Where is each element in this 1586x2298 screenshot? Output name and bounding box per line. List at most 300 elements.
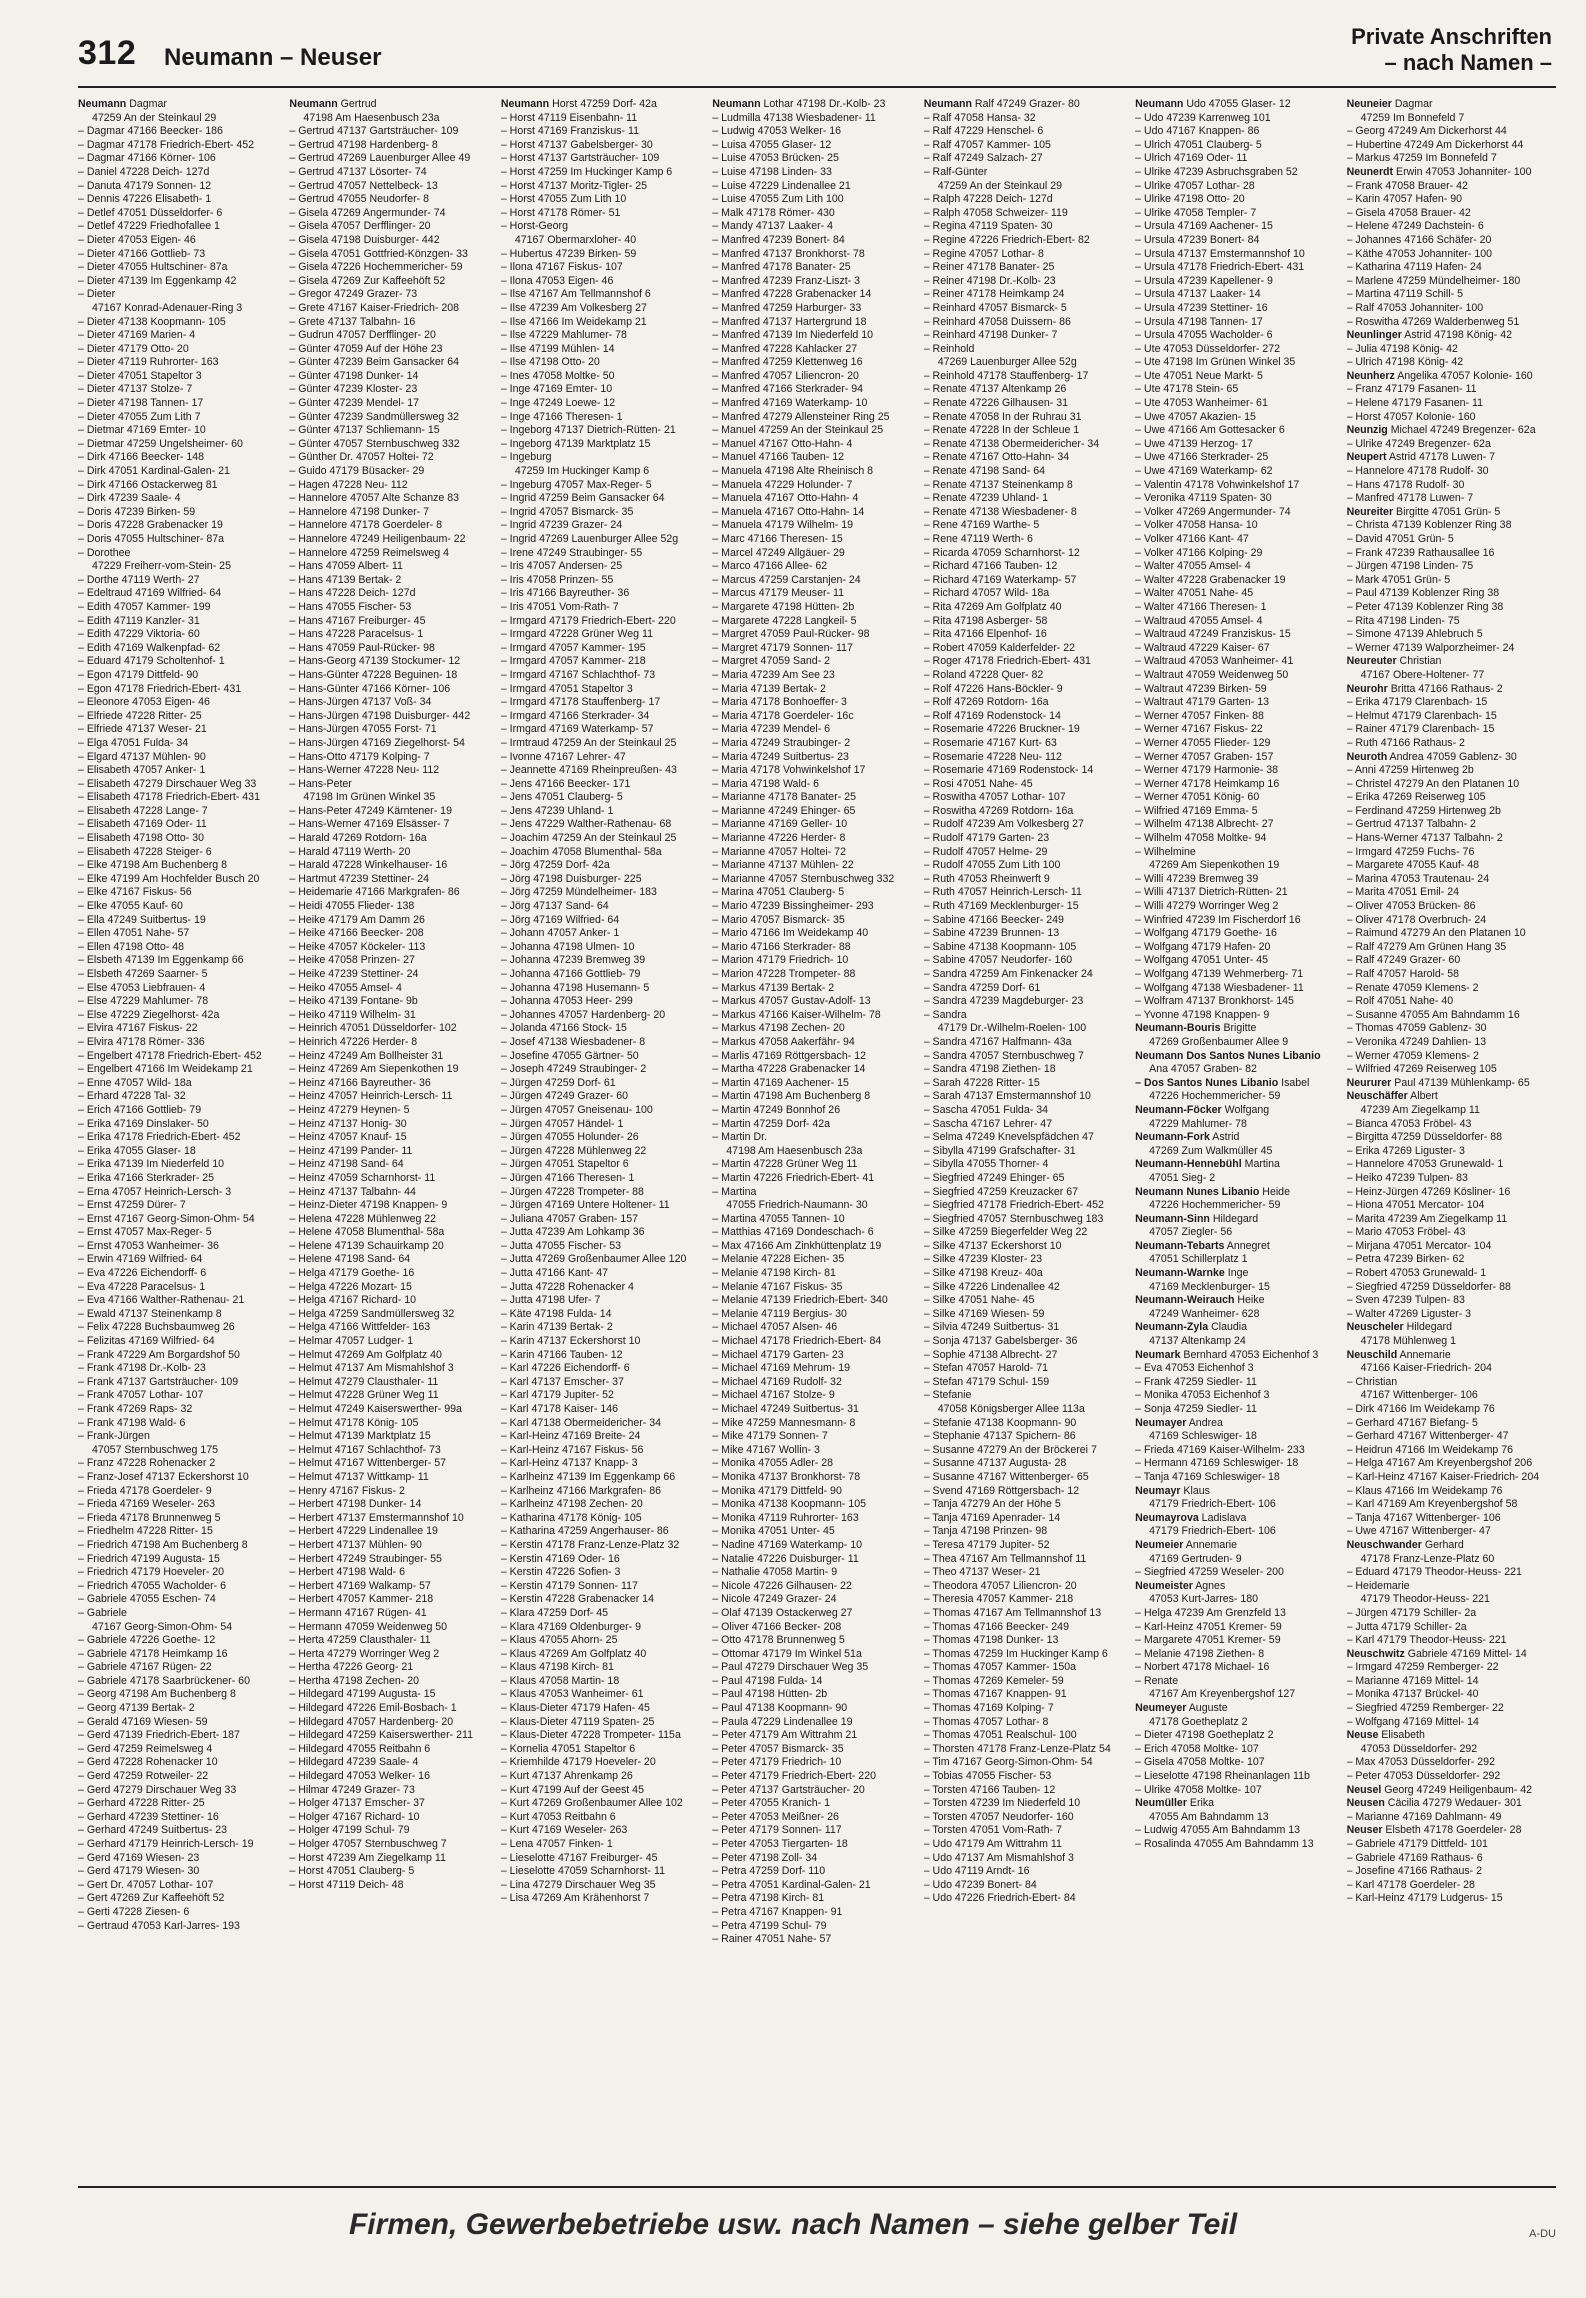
entry-details: Wolfgang <box>1221 1103 1270 1116</box>
entry-details: – Karl 47179 Theodor-Heuss- 221 <box>1346 1634 1507 1647</box>
entry-details: – Sabine 47138 Koopmann- 105 <box>923 940 1077 953</box>
entry-details: – Manfred 47166 Sterkrader- 94 <box>712 383 864 396</box>
entry-details: – Maria 47198 Wald- 6 <box>712 777 820 790</box>
entry-details: – Hans-Jürgen 47198 Duisburger- 442 <box>289 709 471 722</box>
entry-details: – Petra 47167 Knappen- 91 <box>712 1905 843 1918</box>
listing-entry <box>1347 302 1552 316</box>
listing-entry <box>924 248 1129 262</box>
entry-details: 47167 Wittenberger- 106 <box>1360 1389 1478 1402</box>
entry-details: – Renate <box>1135 1674 1179 1687</box>
entry-details: – Stefanie 47138 Koopmann- 90 <box>923 1416 1077 1429</box>
entry-details: – Gerd 47179 Wiesen- 30 <box>78 1865 200 1878</box>
listing-entry <box>289 1226 494 1240</box>
entry-details: – Manfred 47259 Harburger- 33 <box>712 301 862 314</box>
entry-details: – Irmgard 47051 Stapeltor 3 <box>500 682 633 695</box>
listing-entry <box>1135 1240 1340 1254</box>
entry-details: – Nicole 47226 Gilhausen- 22 <box>712 1579 852 1592</box>
entry-details: – Elke 47055 Kauf- 60 <box>78 900 183 913</box>
entry-details: – Mario 47166 Im Weidekamp 40 <box>712 927 869 940</box>
listing-entry <box>78 1539 283 1553</box>
entry-details: – Susanne 47137 Augusta- 28 <box>923 1457 1067 1470</box>
listing-entry <box>1347 139 1552 153</box>
entry-details: – Irmgard 47057 Kammer- 218 <box>500 655 646 668</box>
entry-details: – Rudolf 47179 Garten- 23 <box>923 832 1050 845</box>
entry-details: – Tobias 47055 Fischer- 53 <box>923 1770 1052 1783</box>
entry-details: – Helmut 47178 König- 105 <box>289 1416 419 1429</box>
entry-details: – Julia 47198 König- 42 <box>1346 342 1458 355</box>
entry-details: – Susanne 47055 Am Bahndamm 16 <box>1346 1008 1520 1021</box>
entry-details: – Gerhard 47228 Ritter- 25 <box>78 1797 205 1810</box>
listing-entry <box>924 1729 1129 1743</box>
listing-entry <box>501 683 706 697</box>
entry-details: – Sven 47239 Tulpen- 83 <box>1346 1294 1465 1307</box>
listing-entry <box>289 1553 494 1567</box>
entry-details: – Dietmar 47259 Ungelsheimer- 60 <box>78 437 243 450</box>
entry-details: – Markus 47259 Im Bonnefeld 7 <box>1346 152 1497 165</box>
entry-details: Auguste <box>1186 1702 1228 1715</box>
listing-entry <box>712 451 917 465</box>
entry-details: – Marianne 47169 Geller- 10 <box>712 818 848 831</box>
listing-entry <box>712 506 917 520</box>
listing-entry <box>501 628 706 642</box>
entry-details: – Marlene 47259 Mündelheimer- 180 <box>1346 274 1521 287</box>
entry-details: – Klaus-Dieter 47228 Trompeter- 115a <box>500 1729 681 1742</box>
listing-entry <box>1347 180 1552 194</box>
listing-entry <box>289 1022 494 1036</box>
listing-entry <box>712 1566 917 1580</box>
entry-details: – Horst 47055 Zum Lith 10 <box>500 193 627 206</box>
entry-surname: Neuse <box>1346 1729 1379 1742</box>
listing-entry <box>924 669 1129 683</box>
entry-details: – Peter 47139 Koblenzer Ring 38 <box>1346 600 1504 613</box>
entry-details: – Rita 47269 Am Golfplatz 40 <box>923 600 1062 613</box>
listing-entry <box>1135 1743 1340 1757</box>
listing-entry <box>501 1335 706 1349</box>
listing-entry <box>1135 1308 1340 1322</box>
listing-entry <box>78 506 283 520</box>
listing-entry <box>1347 1634 1552 1648</box>
entry-details: – Hans-Peter <box>289 777 352 790</box>
entry-details: – Thomas 47051 Realschul- 100 <box>923 1729 1077 1742</box>
listing-entry <box>289 1158 494 1172</box>
entry-details: – Olaf 47139 Ostackerweg 27 <box>712 1606 853 1619</box>
listing-entry <box>1347 791 1552 805</box>
listing-entry <box>78 98 283 112</box>
listing-entry <box>924 1553 1129 1567</box>
listing-entry <box>1347 1457 1552 1471</box>
entry-details: – Ursula 47137 Emstermannshof 10 <box>1135 247 1305 260</box>
entry-details: – Waltraud 47229 Kaiser- 67 <box>1135 641 1270 654</box>
listing-entry <box>78 438 283 452</box>
entry-details: – Ernst 47053 Wanheimer- 36 <box>78 1239 219 1252</box>
listing-entry <box>289 1593 494 1607</box>
entry-details: – Dieter <box>78 288 116 301</box>
entry-surname: Neumeister <box>1135 1579 1193 1592</box>
listing-column-5 <box>924 98 1129 2173</box>
entry-details: – Erwin 47169 Wilfried- 64 <box>78 1253 203 1266</box>
entry-details: – Herbert 47057 Kammer- 218 <box>289 1593 434 1606</box>
listing-entry <box>289 1471 494 1485</box>
entry-details: – Heinz 47059 Scharnhorst- 11 <box>289 1171 436 1184</box>
entry-details: – Ralf 47249 Salzach- 27 <box>923 152 1043 165</box>
listing-entry <box>289 1090 494 1104</box>
entry-details: – Ingrid 47239 Grazer- 24 <box>500 519 623 532</box>
entry-details: – Marcus 47259 Carstanjen- 24 <box>712 573 861 586</box>
entry-details: – Ingrid 47057 Bismarck- 35 <box>500 505 634 518</box>
entry-details: – Heiko 47239 Tulpen- 83 <box>1346 1171 1468 1184</box>
entry-details: – Inge 47249 Loewe- 12 <box>500 397 616 410</box>
entry-details: – Ute 47051 Neue Markt- 5 <box>1135 369 1263 382</box>
entry-details: – Dieter 47137 Stolze- 7 <box>78 383 193 396</box>
entry-details: – Rolf 47269 Rotdorn- 16a <box>923 696 1049 709</box>
listing-entry <box>289 1879 494 1893</box>
listing-entry <box>78 941 283 955</box>
listing-entry <box>1135 193 1340 207</box>
entry-details: – Heinrich 47051 Düsseldorfer- 102 <box>289 1022 457 1035</box>
listing-entry <box>289 506 494 520</box>
listing-entry <box>924 1145 1129 1159</box>
listing-entry <box>924 275 1129 289</box>
listing-entry <box>712 1321 917 1335</box>
entry-details: – Helene 47249 Dachstein- 6 <box>1346 220 1484 233</box>
listing-entry <box>289 1036 494 1050</box>
entry-details: – Dieter 47055 Hultschiner- 87a <box>78 261 228 274</box>
listing-entry <box>924 1430 1129 1444</box>
listing-entry <box>712 615 917 629</box>
entry-details: – Holger 47137 Emscher- 37 <box>289 1797 425 1810</box>
entry-details: – Heidemarie 47166 Markgrafen- 86 <box>289 886 460 899</box>
listing-entry <box>712 601 917 615</box>
listing-entry <box>78 560 283 574</box>
listing-entry <box>289 791 494 805</box>
listing-entry <box>501 1865 706 1879</box>
listing-entry <box>1347 1797 1552 1811</box>
entry-details: – Wilhelm 47138 Albrecht- 27 <box>1135 818 1274 831</box>
entry-details: – Sarah 47137 Emstermannshof 10 <box>923 1090 1091 1103</box>
listing-entry <box>1135 1077 1340 1091</box>
entry-details: – Monika 47137 Brückel- 40 <box>1346 1688 1479 1701</box>
entry-details: – Udo 47119 Arndt- 16 <box>923 1865 1030 1878</box>
listing-entry <box>78 125 283 139</box>
entry-details: – Gabriele 47169 Rathaus- 6 <box>1346 1851 1483 1864</box>
entry-details: – Helga 47226 Mozart- 15 <box>289 1280 412 1293</box>
entry-details: Heike <box>1234 1294 1265 1307</box>
listing-entry <box>924 859 1129 873</box>
listing-entry <box>78 519 283 533</box>
listing-entry <box>501 1349 706 1363</box>
entry-details: – Renate 47228 In der Schleue 1 <box>923 424 1080 437</box>
entry-details: – Jutta 47239 Am Lohkamp 36 <box>500 1226 645 1239</box>
entry-details: 47179 Friedrich-Ebert- 106 <box>1149 1525 1276 1538</box>
entry-details: – Helga 47167 Richard- 10 <box>289 1294 417 1307</box>
entry-details: – Ilse 47229 Mahlumer- 78 <box>500 329 627 342</box>
entry-details: – Edith 47119 Kanzler- 31 <box>78 614 200 627</box>
listing-entry <box>1347 1009 1552 1023</box>
entry-details: – Rosemarie 47226 Bruckner- 19 <box>923 723 1080 736</box>
listing-entry <box>78 1702 283 1716</box>
listing-entry <box>924 1118 1129 1132</box>
entry-details: – Elke 47198 Am Buchenberg 8 <box>78 859 228 872</box>
entry-details: – Ute 47053 Düsseldorfer- 272 <box>1135 342 1281 355</box>
listing-entry <box>924 615 1129 629</box>
listing-entry <box>501 438 706 452</box>
listing-entry <box>924 1634 1129 1648</box>
entry-details: – Joachim 47058 Blumenthal- 58a <box>500 845 662 858</box>
listing-entry <box>1347 1471 1552 1485</box>
listing-entry <box>78 995 283 1009</box>
entry-details: – Jens 47229 Walther-Rathenau- 68 <box>500 818 672 831</box>
listing-entry <box>78 547 283 561</box>
entry-details: – Helmut 47167 Wittenberger- 57 <box>289 1457 447 1470</box>
entry-details: – Waltraut 47179 Garten- 13 <box>1135 696 1270 709</box>
entry-details: – Manfred 47239 Franz-Liszt- 3 <box>712 274 861 287</box>
entry-details: – Reinhard 47057 Bismarck- 5 <box>923 301 1067 314</box>
listing-entry <box>501 1580 706 1594</box>
entry-details: – Martina <box>712 1185 757 1198</box>
listing-entry <box>1347 1362 1552 1376</box>
listing-entry <box>289 479 494 493</box>
listing-entry <box>501 1294 706 1308</box>
entry-details: Claudia <box>1208 1321 1248 1334</box>
listing-entry <box>289 1430 494 1444</box>
listing-entry <box>289 343 494 357</box>
listing-entry <box>78 1457 283 1471</box>
listing-entry <box>924 519 1129 533</box>
entry-details: – Luise 47229 Lindenallee 21 <box>712 179 851 192</box>
listing-entry <box>924 424 1129 438</box>
listing-entry <box>501 1539 706 1553</box>
listing-entry <box>924 1403 1129 1417</box>
entry-details: – Gerd 47259 Reimelsweg 4 <box>78 1742 213 1755</box>
entry-details: – Luise 47055 Zum Lith 100 <box>712 193 844 206</box>
entry-details: 47259 An der Steinkaul 29 <box>937 179 1062 192</box>
entry-details: – Roswitha 47269 Rotdorn- 16a <box>923 804 1074 817</box>
entry-details: – Peter 47179 Friedrich- 10 <box>712 1756 842 1769</box>
entry-details: – Siegfried 47259 Remberger- 22 <box>1346 1702 1504 1715</box>
listing-entry <box>78 764 283 778</box>
listing-entry <box>712 1050 917 1064</box>
entry-details: Angelika 47057 Kolonie- 160 <box>1394 369 1533 382</box>
listing-entry <box>712 900 917 914</box>
listing-entry <box>712 1634 917 1648</box>
entry-details: – Friedrich 47199 Augusta- 15 <box>78 1552 220 1565</box>
entry-details: 47269 Lauenburger Allee 52g <box>937 356 1077 369</box>
entry-details: – Willi 47279 Worringer Weg 2 <box>1135 900 1279 913</box>
listing-entry <box>924 846 1129 860</box>
entry-details: – Werner 47179 Harmonie- 38 <box>1135 764 1279 777</box>
listing-entry <box>501 1036 706 1050</box>
listing-entry <box>1347 166 1552 180</box>
entry-details: – Heiko 47119 Wilhelm- 31 <box>289 1008 416 1021</box>
listing-entry <box>712 1090 917 1104</box>
entry-details: – Eduard 47179 Scholtenhof- 1 <box>78 655 225 668</box>
entry-details: – Reinhold 47178 Stauffenberg- 17 <box>923 369 1089 382</box>
entry-details: – Hannelore 47198 Dunker- 7 <box>289 505 429 518</box>
listing-entry <box>501 1430 706 1444</box>
entry-details: – Petra 47051 Kardinal-Galen- 21 <box>712 1878 871 1891</box>
entry-details: – Monika 47053 Eichenhof 3 <box>1135 1389 1270 1402</box>
listing-entry <box>289 1050 494 1064</box>
listing-entry <box>289 1145 494 1159</box>
entry-details: – Erika 47139 Im Niederfeld 10 <box>78 1158 225 1171</box>
listing-entry <box>712 1389 917 1403</box>
listing-entry <box>712 139 917 153</box>
entry-details: – Friedrich 47055 Wacholder- 6 <box>78 1579 226 1592</box>
entry-details: – Renate 47239 Uhland- 1 <box>923 492 1048 505</box>
listing-entry <box>924 764 1129 778</box>
listing-entry <box>1135 1675 1340 1689</box>
entry-details: 47269 Großenbaumer Allee 9 <box>1149 1035 1289 1048</box>
entry-details: – Jürgen 47259 Dorf- 61 <box>500 1076 616 1089</box>
section-label-line2: – nach Namen – <box>1384 50 1552 75</box>
listing-entry <box>712 778 917 792</box>
listing-entry <box>289 1253 494 1267</box>
entry-details: – Edith 47169 Walkenpfad- 62 <box>78 641 221 654</box>
entry-details: – Heike 47179 Am Damm 26 <box>289 913 425 926</box>
entry-details: – Jürgen 47198 Linden- 75 <box>1346 560 1474 573</box>
entry-details: – Rene 47169 Warthe- 5 <box>923 519 1040 532</box>
listing-entry <box>1347 193 1552 207</box>
listing-entry <box>1347 751 1552 765</box>
entry-details: – Ute 47053 Wanheimer- 61 <box>1135 397 1268 410</box>
listing-entry <box>289 1634 494 1648</box>
listing-entry <box>924 220 1129 234</box>
entry-details: – Iris 47051 Vom-Rath- 7 <box>500 600 619 613</box>
entry-details: – Kerstin 47226 Sofien- 3 <box>500 1566 621 1579</box>
entry-details: – Margarete 47055 Kauf- 48 <box>1346 859 1480 872</box>
listing-entry <box>289 1118 494 1132</box>
listing-column-3 <box>501 98 706 2173</box>
entry-details: – Manuel 47259 An der Steinkaul 25 <box>712 424 884 437</box>
listing-entry <box>501 1186 706 1200</box>
listing-entry <box>924 1471 1129 1485</box>
entry-details: – Werner 47139 Walporzheimer- 24 <box>1346 641 1515 654</box>
listing-entry <box>78 723 283 737</box>
entry-details: – Torsten 47051 Vom-Rath- 7 <box>923 1824 1062 1837</box>
listing-entry <box>1135 710 1340 724</box>
entry-details: – Rene 47119 Werth- 6 <box>923 533 1033 545</box>
entry-details: – Christel 47279 An den Platanen 10 <box>1346 777 1520 790</box>
entry-details: – Kerstin 47169 Oder- 16 <box>500 1552 620 1565</box>
entry-details: – Dieter 47119 Ruhrorter- 163 <box>78 356 219 369</box>
listing-entry <box>1347 411 1552 425</box>
entry-details: – Werner 47057 Graben- 157 <box>1135 750 1274 763</box>
listing-entry <box>1135 1485 1340 1499</box>
listing-entry <box>1347 696 1552 710</box>
listing-entry <box>1135 832 1340 846</box>
listing-entry <box>1347 846 1552 860</box>
entry-details: – Jutta 47198 Ufer- 7 <box>500 1294 601 1307</box>
entry-details: – Rita 47166 Elpenhof- 16 <box>923 628 1047 641</box>
listing-entry <box>78 805 283 819</box>
entry-details: – Detlef 47229 Friedhofallee 1 <box>78 220 220 233</box>
listing-entry <box>501 1321 706 1335</box>
listing-entry <box>289 1756 494 1770</box>
listing-entry <box>712 1811 917 1825</box>
listing-entry <box>924 805 1129 819</box>
entry-details: – Manfred 47228 Grabenacker 14 <box>712 288 872 301</box>
listing-entry <box>1347 1675 1552 1689</box>
entry-details: – Frieda 47178 Brunnenweg 5 <box>78 1511 221 1524</box>
entry-details: – Frieda 47169 Kaiser-Wilhelm- 233 <box>1135 1443 1305 1456</box>
listing-entry <box>289 1240 494 1254</box>
entry-details: – Frieda 47169 Weseler- 263 <box>78 1498 216 1511</box>
entry-details: – Günter 47137 Schliemann- 15 <box>289 424 440 437</box>
entry-details: – Hildegard 47055 Reitbahn 6 <box>289 1742 431 1755</box>
entry-details: – Elvira 47167 Fiskus- 22 <box>78 1022 198 1035</box>
listing-entry <box>924 1022 1129 1036</box>
entry-details: – Hiona 47051 Mercator- 104 <box>1346 1199 1485 1212</box>
entry-details: – Margarete 47228 Langkeil- 5 <box>712 614 857 627</box>
entry-details: Birgitte 47051 Grün- 5 <box>1393 505 1501 518</box>
entry-details: – Erika 47269 Liguster- 3 <box>1346 1144 1465 1157</box>
entry-details: – Mario 47053 Fröbel- 43 <box>1346 1226 1466 1239</box>
listing-entry <box>289 778 494 792</box>
entry-details: – Heinz-Jürgen 47269 Kösliner- 16 <box>1346 1185 1511 1198</box>
entry-details: – Melanie 47228 Eichen- 35 <box>712 1253 845 1266</box>
entry-details: – Kurt 47269 Großenbaumer Allee 102 <box>500 1797 683 1810</box>
listing-entry <box>924 1648 1129 1662</box>
entry-details: – Eva 47228 Paracelsus- 1 <box>78 1280 206 1293</box>
entry-details: – Silvia 47249 Suitbertus- 31 <box>923 1321 1060 1334</box>
listing-entry <box>712 968 917 982</box>
entry-details: – Silke 47239 Kloster- 23 <box>923 1253 1043 1266</box>
entry-details: – Monika 47137 Bronkhorst- 78 <box>712 1470 861 1483</box>
listing-entry <box>78 492 283 506</box>
entry-details: – Malk 47178 Römer- 430 <box>712 206 835 219</box>
entry-details: – Jürgen 47249 Grazer- 60 <box>500 1090 629 1103</box>
listing-entry <box>1135 1376 1340 1390</box>
entry-details: – Inge 47166 Theresen- 1 <box>500 410 623 423</box>
entry-details: – Jutta 47055 Fischer- 53 <box>500 1239 621 1252</box>
entry-details: – Ulrike 47058 Moltke- 107 <box>1135 1783 1262 1796</box>
entry-details: – Helene 47058 Blumenthal- 58a <box>289 1226 445 1239</box>
listing-entry <box>1347 737 1552 751</box>
listing-entry <box>78 1308 283 1322</box>
entry-details: – Iris 47166 Bayreuther- 36 <box>500 587 630 600</box>
listing-entry <box>1135 1566 1340 1580</box>
listing-columns <box>78 98 1552 2173</box>
entry-surname: Neumann <box>500 98 550 110</box>
listing-entry <box>501 737 706 751</box>
entry-details: – Günter 47239 Kloster- 23 <box>289 383 418 396</box>
entry-details: – Michael 47249 Suitbertus- 31 <box>712 1403 859 1415</box>
listing-entry <box>1347 1729 1552 1743</box>
listing-entry <box>1135 914 1340 928</box>
entry-details: Hildegard <box>1209 1212 1259 1225</box>
entry-details: Klaus <box>1180 1484 1210 1497</box>
entry-details: – Dieter 47139 Im Eggenkamp 42 <box>78 274 237 287</box>
listing-entry <box>712 1607 917 1621</box>
listing-entry <box>712 1906 917 1920</box>
footer-divider <box>78 2186 1556 2188</box>
entry-details: – Sandra 47167 Halfmann- 43a <box>923 1035 1072 1048</box>
entry-details: – Else 47053 Liebfrauen- 4 <box>78 981 206 994</box>
entry-details: – Werner 47055 Flieder- 129 <box>1135 736 1271 749</box>
entry-details: – Günther Dr. 47057 Holtei- 72 <box>289 451 434 464</box>
listing-entry <box>1347 288 1552 302</box>
listing-entry <box>78 383 283 397</box>
listing-entry <box>501 1471 706 1485</box>
listing-entry <box>924 1512 1129 1526</box>
entry-details: – Ingrid 47269 Lauenburger Allee 52g <box>500 533 679 545</box>
entry-details: Bernhard 47053 Eichenhof 3 <box>1180 1348 1319 1361</box>
listing-entry <box>712 1267 917 1281</box>
entry-details: – Monika 47051 Unter- 45 <box>712 1525 835 1538</box>
entry-details: – Karl-Heinz 47169 Breite- 24 <box>500 1430 641 1443</box>
listing-entry <box>1135 302 1340 316</box>
listing-entry <box>78 1240 283 1254</box>
